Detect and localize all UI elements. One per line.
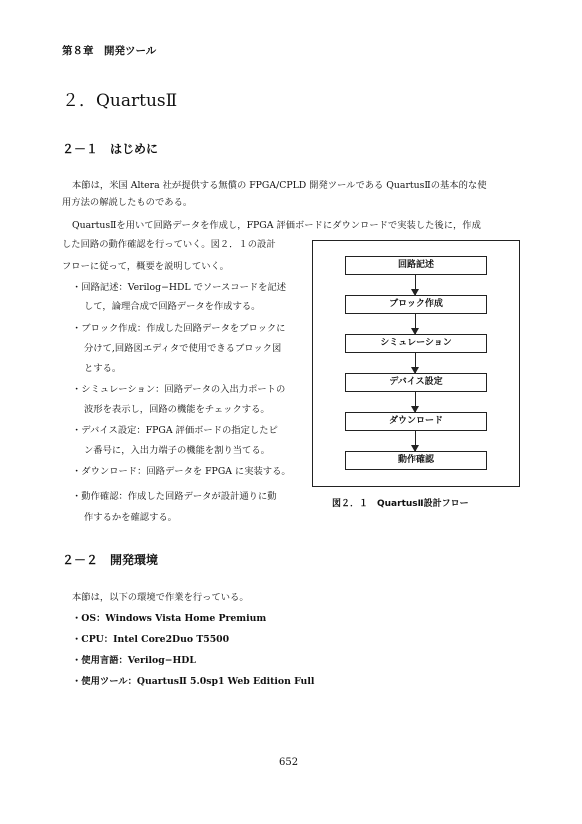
page-number: 652 [279, 757, 299, 768]
flow-arrow [415, 431, 416, 451]
heading-dev-environment: ２－２ 開発環境 [62, 553, 159, 567]
flow-arrow [415, 392, 416, 412]
chapter-header: 第８章 開発ツール [62, 45, 157, 57]
flow-arrow [415, 314, 416, 334]
bullet-device-setting: ・デバイス設定：FPGA 評価ボードの指定したピ [72, 425, 278, 436]
intro-para1-line2: 用方法の解説したものである。 [62, 197, 193, 208]
bullet-block-creation-cont: 分けて,回路図エディタで使用できるブロック図 [84, 343, 282, 354]
bullet-operation-check-cont: 作するかを確認する。 [84, 512, 177, 523]
env-item-cpu: ・CPU：Intel Core2Duo T5500 [72, 634, 230, 645]
env-item-tool: ・使用ツール：QuartusⅡ 5.0sp1 Web Edition Full [72, 676, 315, 687]
intro-para2-line3: フローに従って，概要を説明していく。 [62, 261, 229, 272]
bullet-block-creation: ・ブロック作成：作成した回路データをブロックに [72, 323, 286, 334]
intro-para1-line1: 本節は，米国 Altera 社が提供する無償の FPGA/CPLD 開発ツールである QuartusⅡの基本的な使 [72, 180, 487, 191]
section-title: ２．QuartusⅡ [62, 91, 178, 111]
intro-para2-line2: した回路の動作確認を行っていく。図２．１の設計 [62, 239, 276, 250]
bullet-device-setting-cont: ン番号に，入出力端子の機能を割り当てる。 [84, 445, 270, 456]
flow-arrow [415, 353, 416, 373]
intro-para2-line1: QuartusⅡを用いて回路データを作成し，FPGA 評価ボードにダウンロードで実装した後に，作成 [72, 220, 481, 231]
bullet-operation-check: ・動作確認：作成した回路データが設計通りに動 [72, 491, 277, 502]
flow-node-circuit-description: 回路記述 [345, 256, 487, 275]
bullet-simulation-cont: 波形を表示し，回路の機能をチェックする。 [84, 404, 270, 415]
bullet-download: ・ダウンロード：回路データを FPGA に実装する。 [72, 466, 291, 477]
flow-node-operation-check: 動作確認 [345, 451, 487, 470]
bullet-block-creation-cont2: とする。 [84, 363, 122, 374]
flow-node-simulation: シミュレーション [345, 334, 487, 353]
env-intro: 本節は，以下の環境で作業を行っている。 [72, 592, 249, 603]
bullet-circuit-description: ・回路記述：Verilog−HDL でソースコードを記述 [72, 282, 287, 293]
env-item-language: ・使用言語：Verilog−HDL [72, 655, 196, 666]
design-flow-diagram [312, 240, 520, 487]
flow-arrow [415, 275, 416, 295]
flow-node-block-creation: ブロック作成 [345, 295, 487, 314]
flow-node-download: ダウンロード [345, 412, 487, 431]
flow-node-device-setting: デバイス設定 [345, 373, 487, 392]
bullet-simulation: ・シミュレーション：回路データの入出力ポートの [72, 384, 286, 395]
heading-introduction: ２－１ はじめに [62, 142, 159, 156]
figure-caption: 図２．１ QuartusⅡ設計フロー [332, 499, 469, 509]
env-item-os: ・OS：Windows Vista Home Premium [72, 613, 267, 624]
bullet-circuit-description-cont: して，論理合成で回路データを作成する。 [84, 301, 261, 312]
